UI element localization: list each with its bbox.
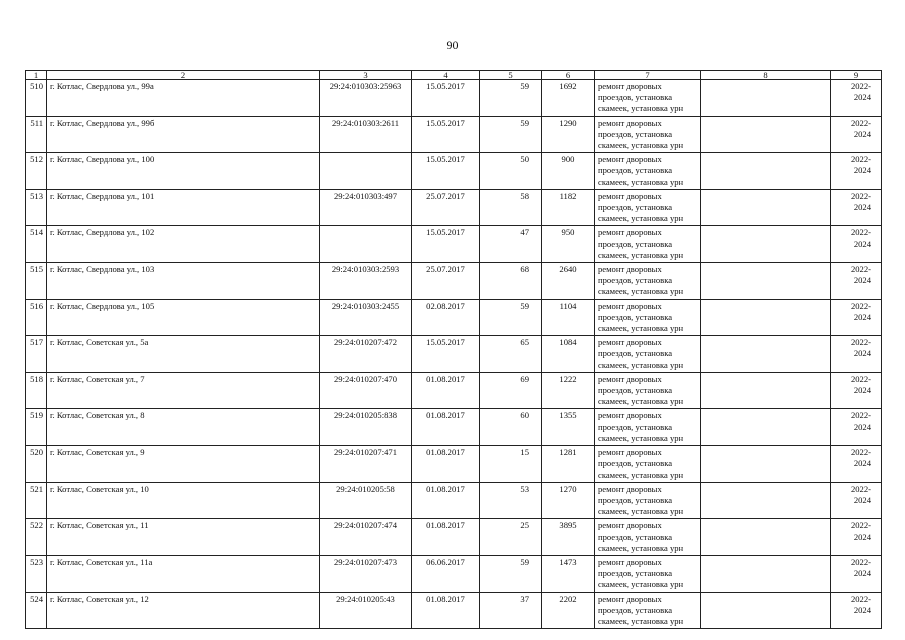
- table-row: [26, 592, 882, 629]
- column-6-value: 3895: [542, 519, 595, 556]
- planned-works-cell: ремонт дворовых проездов, установка скамеек, установка урн: [595, 555, 701, 592]
- date-cell: 25.07.2017: [412, 189, 480, 226]
- column-6-value: 1692: [542, 80, 595, 117]
- planned-works-cell: ремонт дворовых проездов, установка скамеек, установка урн: [595, 226, 701, 263]
- column-8-cell: [701, 555, 831, 592]
- date-cell: 01.08.2017: [412, 372, 480, 409]
- address-cell: г. Котлас, Советская ул., 5а: [47, 336, 320, 373]
- row-number: 524: [26, 592, 47, 629]
- cadastral-number-cell: 29:24:010205:58: [320, 482, 412, 519]
- period-cell: 2022-2024: [831, 80, 882, 117]
- date-cell: 25.07.2017: [412, 263, 480, 300]
- table-body: [26, 80, 882, 629]
- row-number: 515: [26, 263, 47, 300]
- date-cell: 15.05.2017: [412, 336, 480, 373]
- table-row: [26, 263, 882, 300]
- column-8-cell: [701, 336, 831, 373]
- column-8-cell: [701, 189, 831, 226]
- column-6-value: 1104: [542, 299, 595, 336]
- column-5-value: 25: [480, 519, 542, 556]
- address-cell: г. Котлас, Свердлова ул., 99б: [47, 116, 320, 153]
- planned-works-cell: ремонт дворовых проездов, установка скамеек, установка урн: [595, 299, 701, 336]
- date-cell: 01.08.2017: [412, 482, 480, 519]
- cadastral-number-cell: 29:24:010207:473: [320, 555, 412, 592]
- column-8-cell: [701, 116, 831, 153]
- cadastral-number-cell: 29:24:010303:2593: [320, 263, 412, 300]
- table-row: [26, 226, 882, 263]
- column-5-value: 50: [480, 153, 542, 190]
- cadastral-number-cell: 29:24:010207:471: [320, 446, 412, 483]
- table-row: [26, 482, 882, 519]
- period-cell: 2022-2024: [831, 189, 882, 226]
- cadastral-number-cell: [320, 153, 412, 190]
- cadastral-number-cell: 29:24:010207:470: [320, 372, 412, 409]
- cadastral-number-cell: 29:24:010303:25963: [320, 80, 412, 117]
- column-6-value: 1270: [542, 482, 595, 519]
- column-header: 9: [831, 71, 882, 80]
- period-cell: 2022-2024: [831, 263, 882, 300]
- date-cell: 01.08.2017: [412, 409, 480, 446]
- column-5-value: 59: [480, 299, 542, 336]
- column-6-value: 1281: [542, 446, 595, 483]
- period-cell: 2022-2024: [831, 519, 882, 556]
- address-cell: г. Котлас, Свердлова ул., 99а: [47, 80, 320, 117]
- column-8-cell: [701, 299, 831, 336]
- cadastral-number-cell: 29:24:010303:2611: [320, 116, 412, 153]
- column-5-value: 37: [480, 592, 542, 629]
- table-row: [26, 299, 882, 336]
- cadastral-number-cell: [320, 226, 412, 263]
- date-cell: 15.05.2017: [412, 153, 480, 190]
- column-header: 2: [47, 71, 320, 80]
- table-row: [26, 372, 882, 409]
- column-header: 3: [320, 71, 412, 80]
- column-6-value: 950: [542, 226, 595, 263]
- address-cell: г. Котлас, Советская ул., 7: [47, 372, 320, 409]
- date-cell: 15.05.2017: [412, 226, 480, 263]
- row-number: 516: [26, 299, 47, 336]
- cadastral-number-cell: 29:24:010205:43: [320, 592, 412, 629]
- address-cell: г. Котлас, Советская ул., 9: [47, 446, 320, 483]
- column-5-value: 53: [480, 482, 542, 519]
- period-cell: 2022-2024: [831, 555, 882, 592]
- column-6-value: 1084: [542, 336, 595, 373]
- column-8-cell: [701, 372, 831, 409]
- address-cell: г. Котлас, Советская ул., 11: [47, 519, 320, 556]
- column-6-value: 1473: [542, 555, 595, 592]
- column-5-value: 65: [480, 336, 542, 373]
- row-number: 510: [26, 80, 47, 117]
- planned-works-cell: ремонт дворовых проездов, установка скамеек, установка урн: [595, 482, 701, 519]
- address-cell: г. Котлас, Советская ул., 10: [47, 482, 320, 519]
- column-6-value: 2640: [542, 263, 595, 300]
- row-number: 511: [26, 116, 47, 153]
- date-cell: 15.05.2017: [412, 80, 480, 117]
- column-5-value: 59: [480, 80, 542, 117]
- column-8-cell: [701, 226, 831, 263]
- column-5-value: 47: [480, 226, 542, 263]
- address-cell: г. Котлас, Свердлова ул., 103: [47, 263, 320, 300]
- column-header: 6: [542, 71, 595, 80]
- date-cell: 01.08.2017: [412, 592, 480, 629]
- column-6-value: 900: [542, 153, 595, 190]
- table-row: [26, 153, 882, 190]
- address-cell: г. Котлас, Свердлова ул., 102: [47, 226, 320, 263]
- cadastral-number-cell: 29:24:010303:497: [320, 189, 412, 226]
- column-5-value: 60: [480, 409, 542, 446]
- date-cell: 01.08.2017: [412, 519, 480, 556]
- column-header: 7: [595, 71, 701, 80]
- row-number: 514: [26, 226, 47, 263]
- column-5-value: 59: [480, 116, 542, 153]
- column-6-value: 1222: [542, 372, 595, 409]
- column-6-value: 1182: [542, 189, 595, 226]
- address-cell: г. Котлас, Советская ул., 11а: [47, 555, 320, 592]
- column-8-cell: [701, 80, 831, 117]
- column-8-cell: [701, 482, 831, 519]
- table-row: [26, 189, 882, 226]
- date-cell: 01.08.2017: [412, 446, 480, 483]
- planned-works-cell: ремонт дворовых проездов, установка скамеек, установка урн: [595, 372, 701, 409]
- row-number: 523: [26, 555, 47, 592]
- planned-works-cell: ремонт дворовых проездов, установка скамеек, установка урн: [595, 189, 701, 226]
- planned-works-cell: ремонт дворовых проездов, установка скамеек, установка урн: [595, 336, 701, 373]
- period-cell: 2022-2024: [831, 592, 882, 629]
- table-row: [26, 80, 882, 117]
- column-header: 4: [412, 71, 480, 80]
- period-cell: 2022-2024: [831, 336, 882, 373]
- column-5-value: 59: [480, 555, 542, 592]
- table-row: [26, 446, 882, 483]
- column-header: 5: [480, 71, 542, 80]
- planned-works-cell: ремонт дворовых проездов, установка скамеек, установка урн: [595, 116, 701, 153]
- address-cell: г. Котлас, Свердлова ул., 101: [47, 189, 320, 226]
- column-5-value: 69: [480, 372, 542, 409]
- planned-works-cell: ремонт дворовых проездов, установка скамеек, установка урн: [595, 263, 701, 300]
- row-number: 513: [26, 189, 47, 226]
- row-number: 519: [26, 409, 47, 446]
- row-number: 522: [26, 519, 47, 556]
- planned-works-cell: ремонт дворовых проездов, установка скамеек, установка урн: [595, 592, 701, 629]
- period-cell: 2022-2024: [831, 116, 882, 153]
- planned-works-cell: ремонт дворовых проездов, установка скамеек, установка урн: [595, 519, 701, 556]
- page-number: 90: [446, 38, 459, 52]
- registry-table: [25, 70, 882, 629]
- cadastral-number-cell: 29:24:010205:838: [320, 409, 412, 446]
- column-5-value: 68: [480, 263, 542, 300]
- column-5-value: 15: [480, 446, 542, 483]
- column-6-value: 2202: [542, 592, 595, 629]
- column-header: 1: [26, 71, 47, 80]
- column-6-value: 1355: [542, 409, 595, 446]
- date-cell: 02.08.2017: [412, 299, 480, 336]
- cadastral-number-cell: 29:24:010207:474: [320, 519, 412, 556]
- period-cell: 2022-2024: [831, 482, 882, 519]
- table-row: [26, 336, 882, 373]
- cadastral-number-cell: 29:24:010303:2455: [320, 299, 412, 336]
- column-8-cell: [701, 592, 831, 629]
- period-cell: 2022-2024: [831, 299, 882, 336]
- period-cell: 2022-2024: [831, 153, 882, 190]
- address-cell: г. Котлас, Советская ул., 8: [47, 409, 320, 446]
- planned-works-cell: ремонт дворовых проездов, установка скамеек, установка урн: [595, 153, 701, 190]
- period-cell: 2022-2024: [831, 409, 882, 446]
- row-number: 517: [26, 336, 47, 373]
- row-number: 520: [26, 446, 47, 483]
- address-cell: г. Котлас, Советская ул., 12: [47, 592, 320, 629]
- column-number-header-row: [26, 71, 882, 80]
- table-row: [26, 519, 882, 556]
- period-cell: 2022-2024: [831, 446, 882, 483]
- planned-works-cell: ремонт дворовых проездов, установка скамеек, установка урн: [595, 446, 701, 483]
- date-cell: 15.05.2017: [412, 116, 480, 153]
- table-row: [26, 116, 882, 153]
- row-number: 518: [26, 372, 47, 409]
- period-cell: 2022-2024: [831, 372, 882, 409]
- column-8-cell: [701, 519, 831, 556]
- column-header: 8: [701, 71, 831, 80]
- address-cell: г. Котлас, Свердлова ул., 105: [47, 299, 320, 336]
- column-8-cell: [701, 153, 831, 190]
- column-8-cell: [701, 446, 831, 483]
- table-row: [26, 555, 882, 592]
- row-number: 512: [26, 153, 47, 190]
- period-cell: 2022-2024: [831, 226, 882, 263]
- row-number: 521: [26, 482, 47, 519]
- column-8-cell: [701, 409, 831, 446]
- planned-works-cell: ремонт дворовых проездов, установка скамеек, установка урн: [595, 80, 701, 117]
- date-cell: 06.06.2017: [412, 555, 480, 592]
- cadastral-number-cell: 29:24:010207:472: [320, 336, 412, 373]
- address-cell: г. Котлас, Свердлова ул., 100: [47, 153, 320, 190]
- column-8-cell: [701, 263, 831, 300]
- table-row: [26, 409, 882, 446]
- column-5-value: 58: [480, 189, 542, 226]
- planned-works-cell: ремонт дворовых проездов, установка скамеек, установка урн: [595, 409, 701, 446]
- column-6-value: 1290: [542, 116, 595, 153]
